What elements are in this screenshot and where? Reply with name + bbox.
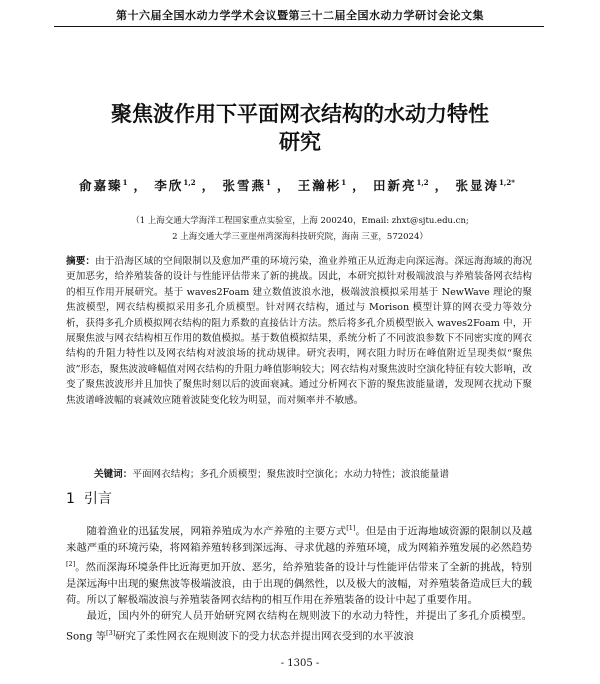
title-line-1: 聚焦波作用下平面网衣结构的水动力特性 <box>111 102 489 126</box>
keywords-text: 平面网衣结构；多孔介质模型；聚焦波时空演化；水动力特性；波浪能量谱 <box>132 469 449 480</box>
section-title: 引言 <box>83 491 112 507</box>
author-affiliation-mark: 1,2 <box>183 177 196 187</box>
section-number: 1 <box>66 491 75 507</box>
author-affiliation-mark: 1,2* <box>499 177 515 187</box>
citation: [3] <box>106 628 116 637</box>
author-affiliation-mark: 1 <box>122 177 128 187</box>
section-heading <box>66 488 112 508</box>
abstract-text: 由于沿海区域的空间限制以及愈加严重的环境污染，渔业养殖正从近海走向深远海。深远海海域的海况更加恶劣，给养殖装备的设计与性能评估带来了新的挑战。因此，本研究拟针对极端波浪与养殖装备网衣结构的相互作用开展研究。基于 waves2Foam 建立数值波浪水池，极端波浪模拟采用基于 NewWave 理论的聚焦波模型，网衣结构模拟采用多孔介质模型。针对网衣结构，通过与 Morison 模型计算的网衣受力等效分析，获得多孔介质模拟网衣结构的阻力系数的直接估计方法。然后将多孔介质模型嵌入 waves2Foam 中，开展聚焦波与网衣结构相互作用的数值模拟。基于数值模拟结果，系统分析了不同波浪参数下不同密实度的网衣结构的升阻力特性以及网衣结构对波浪场的扰动规律。研究表明，网衣阻力时历在峰值附近呈现类似“聚焦波”形态，聚焦波波峰幅值对网衣结构的升阻力峰值影响较大；网衣结构对聚焦波时空演化特征有较大影响，改变了聚焦波波形并且加快了聚焦时刻以后的波面衰减。通过分析网衣下游的聚焦波能量谱，发现网衣扰动下聚焦波谱峰波幅的衰减效应随着波陡变化较为明显，而对频率并不敏感。 <box>66 256 533 406</box>
author-name: 王瀚彬 <box>297 178 342 193</box>
abstract-label: 摘要： <box>66 256 96 267</box>
paragraph <box>66 608 532 644</box>
affiliation-line-2: 2 上海交通大学三亚崖州湾深海科技研究院，海南 三亚，572024） <box>172 232 428 242</box>
author-name: 李欣 <box>154 178 184 193</box>
text-run: 。但是由于近海地域资源的限制以及越来越严重的环境污染，将网箱养殖转移到深远海、寻求优越的养殖环境，成为网箱养殖发展的必然趋势 <box>66 525 533 554</box>
author-list: 俞嘉臻$^1$ ， 李欣$^{1,2}$ ， 张雪燕$^1$ ， 王瀚彬$^1$ ， 田新亮$^{1,2}$ ， 张显涛$^{1,2*}$ <box>79 177 515 193</box>
text-run: 。然而深海环境条件比近海更加开放、恶劣，给养殖装备的设计与性能评估带来了全新的挑战，特别是深远海中出现的聚焦波等极端波浪，由于出现的偶然性，以及极大的波幅，对养殖装备造成巨大的载荷。所以了解极端波浪与养殖装备网衣结构的相互作用在养殖装备的设计中起了重要作用。 <box>66 561 532 607</box>
keywords <box>94 466 534 480</box>
author-affiliation-mark: 1 <box>265 177 271 187</box>
citation: [1] <box>346 524 356 532</box>
text-run: 最近，国内外的研究人员开始研究网衣结构在规则波下的水动力特性，并提出了多孔介质模型。Song 等 <box>66 610 532 643</box>
text-run: 研究了柔性网衣在规则波下的受力状态并提出网衣受到的水平波浪 <box>115 630 414 643</box>
author-affiliation-mark: 1 <box>341 177 347 187</box>
author-name: 俞嘉臻 <box>79 178 123 193</box>
affiliation-line-1: （1 上海交通大学海洋工程国家重点实验室，上海 200240，Email: zhxt@sjtu.edu.cn; <box>131 216 469 226</box>
text-run: 随着渔业的迅猛发展，网箱养殖成为水产养殖的主要方式 <box>86 525 347 538</box>
title-line-2: 研究 <box>279 130 321 154</box>
running-header: 第十六届全国水动力学学术会议暨第三十二届全国水动力学研讨会论文集 <box>116 9 484 22</box>
author-affiliation-mark: 1,2 <box>416 177 429 187</box>
citation: [2] <box>66 560 76 569</box>
paper-title <box>40 100 560 156</box>
author-name: 田新亮 <box>372 178 417 193</box>
keywords-label: 关键词： <box>94 469 133 480</box>
header-rule <box>54 26 544 27</box>
intro-body <box>66 520 532 644</box>
paragraph <box>66 520 532 608</box>
author-name: 张雪燕 <box>222 178 266 193</box>
abstract <box>66 254 532 408</box>
author-name: 张显涛 <box>455 178 500 193</box>
page-number: - 1305 - <box>280 658 320 669</box>
